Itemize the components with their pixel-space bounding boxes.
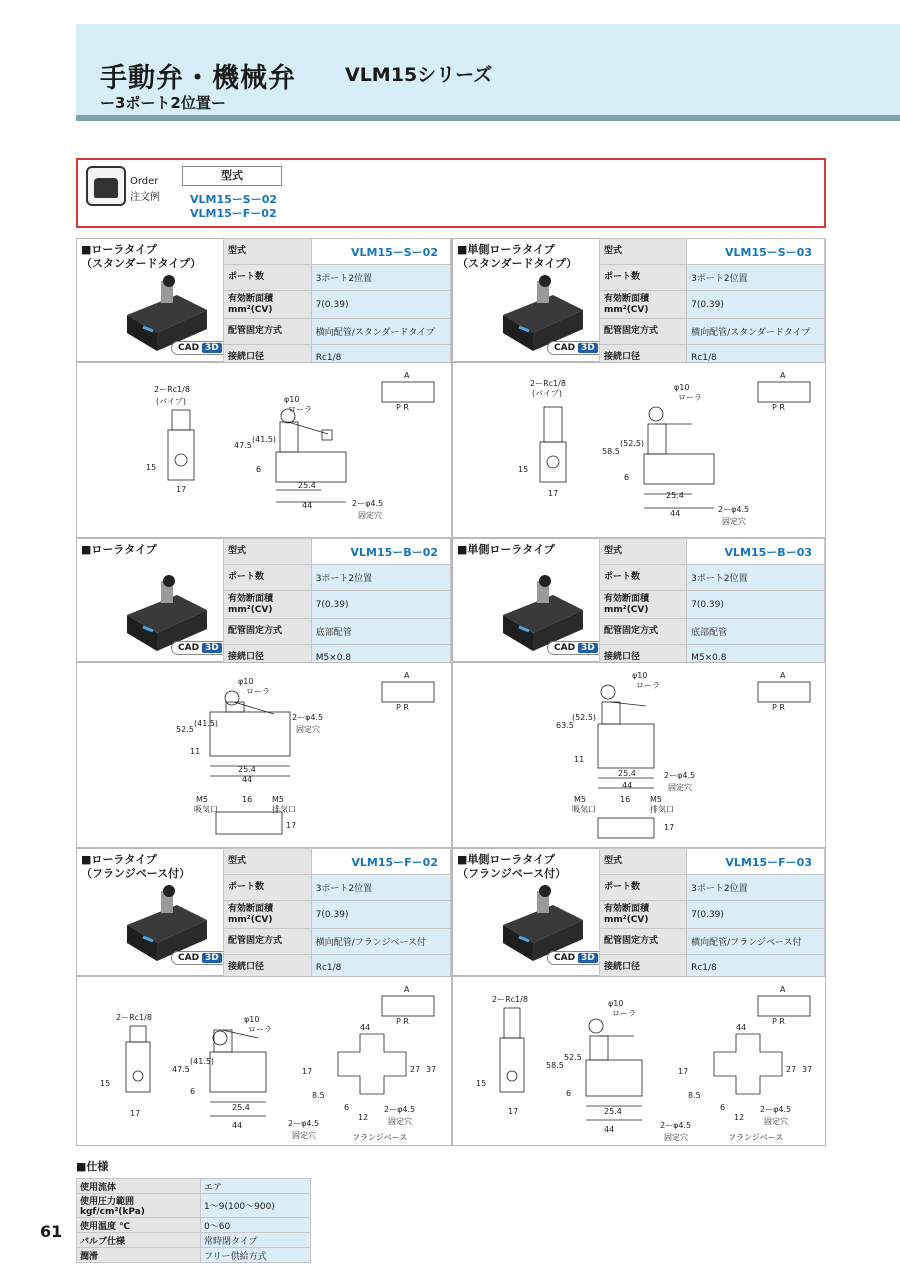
spec-value-mounting: 横向配管/スタンダードタイプ [311,319,450,345]
header-underline [76,115,900,121]
product-title: ■単側ローラタイプ （スタンダードタイプ） [457,243,578,270]
model-spec-table [223,538,451,671]
product-header-3 [76,538,452,662]
spec-key-ports: ポート数 [600,265,687,291]
label-rc: 2ーRc1/8 [154,385,190,394]
cad-3d-badge[interactable] [171,641,229,655]
label-hole-d: 2ーφ4.5 [718,505,750,514]
product-header-5 [76,848,452,976]
general-spec-table [76,1178,311,1263]
dim-41-5: (41.5) [194,719,219,728]
dim-15: 15 [476,1079,487,1088]
cad-label: CAD [554,343,576,353]
dim-8-5: 8.5 [688,1091,701,1100]
spec-key-mounting: 配管固定方式 [224,619,312,645]
dim-16: 16 [620,795,631,804]
cad-3d-badge[interactable] [547,341,605,355]
spec-value-conn: Rc1/8 [311,955,450,981]
spec-key-conn: 接続口径 [224,345,312,371]
label-flange-hole-d: 2ーφ4.5 [760,1105,792,1114]
spec-key-mounting: 配管固定方式 [224,929,312,955]
dim-11: 11 [190,747,201,756]
spec-value-ports: 3ポート2位置 [311,265,450,291]
dim-37: 37 [802,1065,813,1074]
dim-52-5: (52.5) [572,713,597,722]
spec-row-key: 使用圧力範囲 kgf/cm²(kPa) [77,1194,201,1218]
label-hole: 固定穴 [722,517,746,526]
spec-value-conn: M5×0.8 [687,645,825,671]
label-hole-d: 2ーφ4.5 [660,1121,692,1130]
spec-key-conn: 接続口径 [600,645,687,671]
spec-row [77,1248,311,1263]
cad-label: CAD [554,643,576,653]
label-roller-d: φ10 [244,1015,260,1024]
label-rc: 2ーRc1/8 [116,1013,152,1022]
spec-value-conn: Rc1/8 [311,345,450,371]
label-m5b: M5 [272,795,284,804]
product-title: ■単側ローラタイプ [457,543,555,556]
dim-12: 12 [734,1113,745,1122]
spec-value-ports: 3ポート2位置 [311,565,450,591]
dim-44: 44 [604,1125,615,1134]
label-flange-hole: 固定穴 [764,1117,788,1126]
cad-label: CAD [178,643,200,653]
cad-3d-label: 3D [202,953,222,963]
dim-15: 15 [100,1079,111,1088]
spec-value-area: 7(0.39) [311,291,450,319]
spec-value-area: 7(0.39) [687,591,825,619]
spec-key-area: 有効断面積 mm²(CV) [224,901,312,929]
order-label-jp: 注文例 [130,192,160,203]
dim-8-5: 8.5 [312,1091,325,1100]
drawing-f02 [76,976,451,1146]
product-title: ■ローラタイプ [81,543,157,556]
spec-key-area: 有効断面積 mm²(CV) [600,291,687,319]
dim-37: 37 [426,1065,437,1074]
label-m5b: M5 [650,795,662,804]
spec-key-ports: ポート数 [224,265,312,291]
label-hole: 固定穴 [358,511,382,520]
spec-value-model: VLM15ーFー02 [311,849,450,875]
spec-value-ports: 3ポート2位置 [687,565,825,591]
model-spec-table [599,848,825,981]
spec-key-mounting: 配管固定方式 [224,319,312,345]
spec-value-mounting: 横向配管/スタンダードタイプ [687,319,825,345]
spec-row-key: 使用温度 ℃ [77,1218,201,1233]
label-roller: ローラ [636,681,660,690]
spec-key-mounting: 配管固定方式 [600,319,687,345]
spec-key-model: 型式 [600,239,687,265]
product-header-6 [452,848,826,976]
dim-52-5: 52.5 [176,725,194,734]
spec-value-ports: 3ポート2位置 [687,875,825,901]
dim-58-5: 58.5 [602,447,620,456]
label-roller: ローラ [248,1025,272,1034]
dim-52-5: (52.5) [620,439,645,448]
spec-key-conn: 接続口径 [224,955,312,981]
dim-flange-17: 17 [302,1067,313,1076]
dim-44: 44 [302,501,313,510]
spec-key-conn: 接続口径 [224,645,312,671]
label-pr: P R [396,403,409,412]
dim-25-4: 25.4 [618,769,636,778]
cad-3d-label: 3D [202,343,222,353]
dim-11: 11 [574,755,585,764]
label-hole: 固定穴 [668,783,692,792]
spec-key-ports: ポート数 [224,875,312,901]
spec-value-area: 7(0.39) [687,291,825,319]
label-flange-hole-d: 2ーφ4.5 [384,1105,416,1114]
dim-17: 17 [176,485,187,494]
product-title: ■単側ローラタイプ （フランジベース付） [457,853,567,880]
dim-27: 27 [410,1065,421,1074]
dim-flange-17: 17 [678,1067,689,1076]
spec-key-conn: 接続口径 [600,955,687,981]
dim-17: 17 [548,489,559,498]
drawing-b02 [76,662,451,848]
dim-44: 44 [670,509,681,518]
product-header-1 [76,238,452,362]
dim-17: 17 [508,1107,519,1116]
spec-key-ports: ポート数 [600,565,687,591]
dim-41-5: (41.5) [252,435,277,444]
label-hole-d: 2ーφ4.5 [288,1119,320,1128]
label-rc: 2ーRc1/8 [492,995,528,1004]
label-exhaust: 排気口 [272,805,296,814]
order-label-en: Order [130,176,159,187]
label-a: A [780,671,786,680]
dim-6: 6 [256,465,262,474]
cad-label: CAD [178,953,200,963]
dim-flange-44: 44 [360,1023,371,1032]
dim-63-5: 63.5 [556,721,574,730]
spec-value-mounting: 横向配管/フランジベース付 [687,929,825,955]
order-model-2: VLM15ーFー02 [190,207,277,220]
spec-value-mounting: 底部配管 [311,619,450,645]
spec-value-area: 7(0.39) [311,591,450,619]
spec-value-model: VLM15ーBー02 [311,539,450,565]
cad-3d-badge[interactable] [171,341,229,355]
label-pr: P R [396,703,409,712]
label-pr: P R [396,1017,409,1026]
spec-value-conn: M5×0.8 [311,645,450,671]
model-spec-table [599,538,825,671]
spec-key-area: 有効断面積 mm²(CV) [224,591,312,619]
dim-flange-6: 6 [720,1103,726,1112]
label-hole-d: 2ーφ4.5 [352,499,384,508]
spec-row-value: エア [201,1179,311,1194]
dim-25-4: 25.4 [232,1103,250,1112]
product-header-2 [452,238,826,362]
phone-icon [86,166,126,206]
dim-44: 44 [242,775,253,784]
cad-label: CAD [554,953,576,963]
drawing-s03 [452,362,826,538]
spec-value-conn: Rc1/8 [687,345,825,371]
spec-row-key: 使用流体 [77,1179,201,1194]
spec-value-conn: Rc1/8 [687,955,825,981]
cad-label: CAD [178,343,200,353]
order-example-box [76,158,826,228]
dim-16: 16 [242,795,253,804]
spec-row-key: 潤滑 [77,1248,201,1263]
cad-3d-badge[interactable] [547,951,605,965]
label-roller-d: φ10 [608,999,624,1008]
spec-key-model: 型式 [600,849,687,875]
spec-value-model: VLM15ーFー03 [687,849,825,875]
label-rc: 2ーRc1/8 [530,379,566,388]
dim-27: 27 [786,1065,797,1074]
label-a: A [780,371,786,380]
dim-17: 17 [664,823,675,832]
label-flange: フランジベース [352,1133,408,1142]
label-pr: P R [772,703,785,712]
product-header-4 [452,538,826,662]
dim-47-5: 47.5 [234,441,252,450]
order-model-1: VLM15ーSー02 [190,193,278,206]
dim-flange-6: 6 [344,1103,350,1112]
spec-key-model: 型式 [224,539,312,565]
dim-6: 6 [190,1087,196,1096]
cad-3d-label: 3D [578,643,598,653]
page-title: 手動弁・機械弁 [100,63,296,94]
label-roller-d: φ10 [238,677,254,686]
dim-6: 6 [624,473,630,482]
spec-value-ports: 3ポート2位置 [687,265,825,291]
label-roller-d: φ10 [674,383,690,392]
label-a: A [404,671,410,680]
spec-value-model: VLM15ーSー02 [311,239,450,265]
dim-17: 17 [286,821,297,830]
label-roller-d: φ10 [284,395,300,404]
drawing-f03 [452,976,826,1146]
spec-key-area: 有効断面積 mm²(CV) [600,901,687,929]
spec-key-ports: ポート数 [600,875,687,901]
spec-key-area: 有効断面積 mm²(CV) [224,291,312,319]
label-roller: ローラ [612,1009,636,1018]
spec-row [77,1233,311,1248]
dim-25-4: 25.4 [604,1107,622,1116]
dim-47-5: 47.5 [172,1065,190,1074]
label-pr: P R [772,1017,785,1026]
spec-key-mounting: 配管固定方式 [600,929,687,955]
page-subtitle: ー3ポート2位置ー [100,94,226,112]
order-column-header: 型式 [182,166,282,186]
label-hole-d: 2ーφ4.5 [292,713,324,722]
spec-key-conn: 接続口径 [600,345,687,371]
label-a: A [404,371,410,380]
dim-flange-44: 44 [736,1023,747,1032]
label-hole: 固定穴 [664,1133,688,1142]
dim-44: 44 [232,1121,243,1130]
spec-key-model: 型式 [600,539,687,565]
dim-41-5: (41.5) [190,1057,215,1066]
label-flange-hole: 固定穴 [388,1117,412,1126]
label-m5: M5 [196,795,208,804]
spec-row [77,1179,311,1194]
label-roller: ローラ [678,393,702,402]
label-a: A [780,985,786,994]
model-spec-table [223,238,451,371]
spec-section-title: ■仕様 [76,1160,109,1173]
dim-17: 17 [130,1109,141,1118]
product-title: ■ローラタイプ （スタンダードタイプ） [81,243,202,270]
dim-12: 12 [358,1113,369,1122]
cad-3d-badge[interactable] [171,951,229,965]
label-hole-d: 2ーφ4.5 [664,771,696,780]
label-pipe: (パイプ) [532,389,563,398]
label-roller-d: φ10 [632,671,648,680]
label-m5: M5 [574,795,586,804]
label-exhaust: 排気口 [650,805,674,814]
dim-15: 15 [518,465,529,474]
dim-15: 15 [146,463,157,472]
spec-value-model: VLM15ーSー03 [687,239,825,265]
spec-key-model: 型式 [224,239,312,265]
spec-row-key: バルブ仕様 [77,1233,201,1248]
dim-58-5: 58.5 [546,1061,564,1070]
spec-row-value: 1〜9(100〜900) [201,1194,311,1218]
spec-row [77,1194,311,1218]
label-intake: 吸気口 [572,805,596,814]
spec-row-value: フリー供給方式 [201,1248,311,1263]
spec-value-ports: 3ポート2位置 [311,875,450,901]
label-pipe: (パイプ) [156,397,187,406]
spec-value-area: 7(0.39) [311,901,450,929]
series-title: VLM15シリーズ [345,64,493,86]
cad-3d-label: 3D [578,343,598,353]
page-number: 61 [40,1222,63,1241]
label-roller: ローラ [246,687,270,696]
spec-key-area: 有効断面積 mm²(CV) [600,591,687,619]
drawing-b03 [452,662,826,848]
label-a: A [404,985,410,994]
dim-25-4: 25.4 [666,491,684,500]
model-spec-table [223,848,451,981]
spec-row [77,1218,311,1233]
label-roller: ローラ [288,405,312,414]
dim-6: 6 [566,1089,572,1098]
spec-value-area: 7(0.39) [687,901,825,929]
dim-25-4: 25.4 [298,481,316,490]
spec-value-mounting: 底部配管 [687,619,825,645]
label-flange: フランジベース [728,1133,784,1142]
cad-3d-label: 3D [578,953,598,963]
spec-row-value: 0〜60 [201,1218,311,1233]
spec-row-value: 常時閉タイプ [201,1233,311,1248]
drawing-s02 [76,362,451,538]
label-hole: 固定穴 [292,1131,316,1140]
spec-key-ports: ポート数 [224,565,312,591]
product-title: ■ローラタイプ （フランジベース付） [81,853,191,880]
dim-52-5: 52.5 [564,1053,582,1062]
spec-key-model: 型式 [224,849,312,875]
label-intake: 吸気口 [194,805,218,814]
dim-44: 44 [622,781,633,790]
label-hole: 固定穴 [296,725,320,734]
model-spec-table [599,238,825,371]
spec-key-mounting: 配管固定方式 [600,619,687,645]
spec-value-mounting: 横向配管/フランジベース付 [311,929,450,955]
cad-3d-label: 3D [202,643,222,653]
dim-25-4: 25.4 [238,765,256,774]
cad-3d-badge[interactable] [547,641,605,655]
label-pr: P R [772,403,785,412]
spec-value-model: VLM15ーBー03 [687,539,825,565]
